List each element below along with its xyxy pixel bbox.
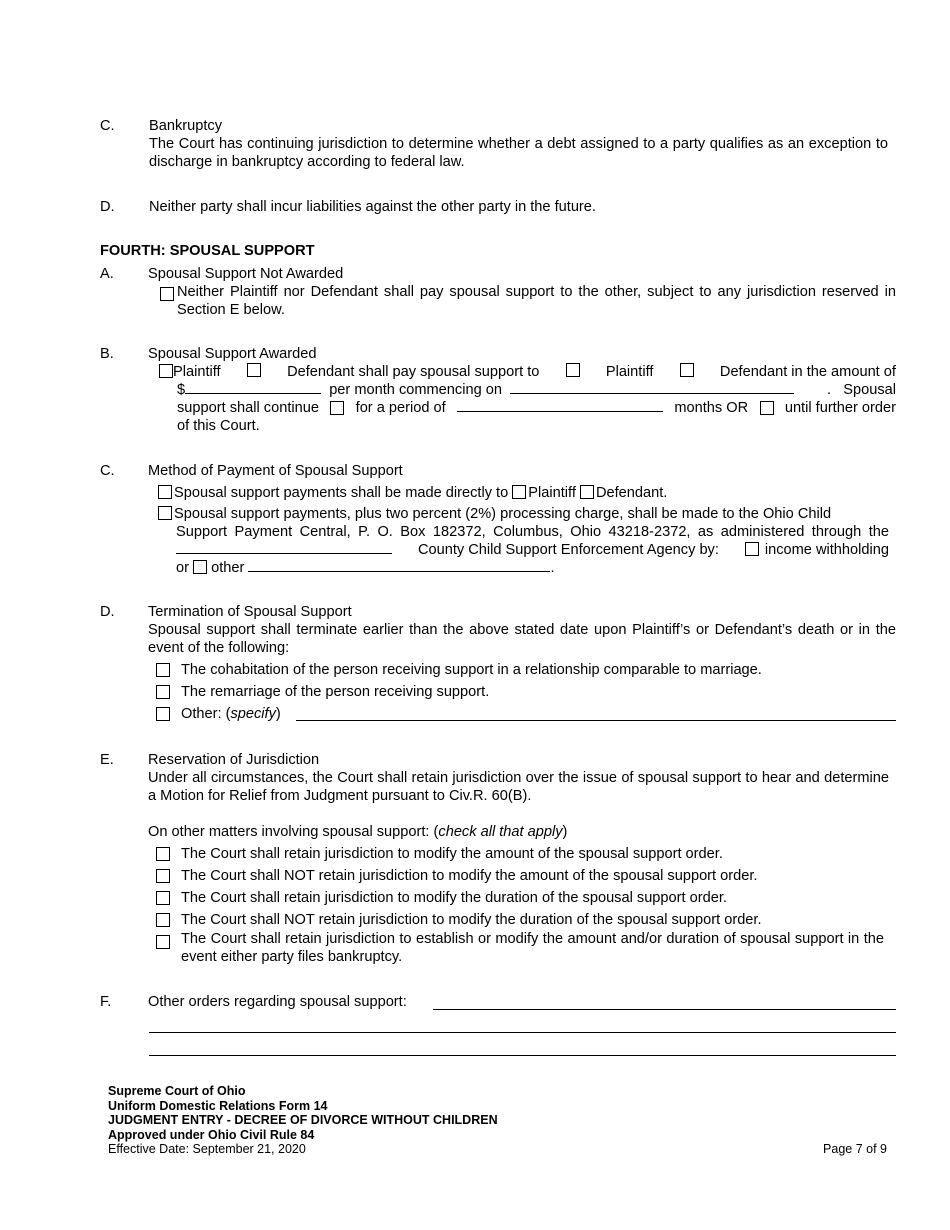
d-option-2-checkbox[interactable] (156, 685, 170, 699)
section-d-body: Neither party shall incur liabilities against the other party in the future. (149, 199, 596, 215)
b-title: Spousal Support Awarded (148, 346, 317, 362)
e-option-1-checkbox[interactable] (156, 847, 170, 861)
c-direct-defendant-checkbox[interactable] (580, 485, 594, 499)
c-income: income withholding (745, 541, 889, 559)
c-csea-row1 (158, 505, 831, 523)
c-letter: C. (100, 463, 115, 479)
b-dollar: $ (177, 382, 186, 398)
c-direct-row (158, 484, 667, 502)
c-csea-row3 (176, 541, 889, 559)
f-orders-field-1[interactable] (433, 1009, 896, 1010)
section-c-title: Bankruptcy (149, 118, 223, 134)
footer-effective-date: Effective Date: September 21, 2020 (108, 1142, 306, 1156)
e-title: Reservation of Jurisdiction (148, 752, 320, 768)
b-line2 (177, 381, 896, 399)
e-other-matters: On other matters involving spousal support: (check all that apply) (148, 824, 568, 840)
a-not-awarded-checkbox[interactable] (160, 287, 174, 301)
footer-rule: Approved under Ohio Civil Rule 84 (108, 1128, 315, 1142)
c-direct-checkbox[interactable] (158, 485, 172, 499)
d-option-3-checkbox[interactable] (156, 707, 170, 721)
c-direct-text: Spousal support payments shall be made directly to (174, 485, 509, 501)
footer-title: JUDGMENT ENTRY - DECREE OF DIVORCE WITHOUT CHILDREN (108, 1113, 498, 1127)
e-body (148, 769, 889, 805)
c-or: or (176, 560, 189, 576)
e-option-1-label: The Court shall retain jurisdiction to modify the amount of the spousal support order. (181, 846, 723, 862)
c-title: Method of Payment of Spousal Support (148, 463, 403, 479)
b-support-continue: support shall continue (177, 400, 319, 416)
b-payee-plaintiff-label: Plaintiff (605, 364, 654, 380)
e-option-3-checkbox[interactable] (156, 891, 170, 905)
e-option-2 (156, 867, 757, 885)
a-title: Spousal Support Not Awarded (148, 266, 344, 282)
c-csea-row2 (176, 523, 889, 541)
e-body-text: Under all circumstances, the Court shall retain jurisdiction over the issue of spousal support to hear and determine a Motion for Relief from Judgment pursuant to Civ.R. 60(B). (148, 770, 889, 804)
b-payee-defendant-checkbox[interactable] (680, 363, 694, 377)
b-payer-defendant-checkbox[interactable] (247, 363, 261, 377)
footer-court: Supreme Court of Ohio (108, 1084, 246, 1098)
d-option-1-label: The cohabitation of the person receiving support in a relationship comparable to marriage. (181, 662, 762, 678)
b-for-period-checkbox[interactable] (330, 401, 344, 415)
section-c-body-text: The Court has continuing jurisdiction to determine whether a debt assigned to a party qualifies as an exception to discharge in bankruptcy according to federal law. (149, 136, 888, 170)
b-commence-date-field[interactable] (510, 381, 794, 394)
b-months-or: months OR (674, 400, 749, 416)
d-option-1 (156, 661, 762, 679)
d-option-1-checkbox[interactable] (156, 663, 170, 677)
a-option-label: Neither Plaintiff nor Defendant shall pay spousal support to the other, subject to any jurisdiction reserved in Section E below. (177, 284, 896, 318)
e-option-5-checkbox[interactable] (156, 935, 170, 949)
b-payer-plaintiff: Plaintiff (159, 363, 221, 381)
b-until-further-checkbox[interactable] (760, 401, 774, 415)
section-d-letter: D. (100, 199, 115, 215)
section-heading: FOURTH: SPOUSAL SUPPORT (100, 243, 315, 259)
d-option-3-label: Other: (specify) (181, 706, 281, 722)
d-option-3 (156, 705, 281, 723)
b-line3 (177, 399, 896, 417)
b-defendant-pay-text: Defendant shall pay spousal support to (287, 364, 540, 380)
c-direct-defendant: Defendant. (595, 485, 668, 501)
c-csea-row4 (176, 559, 555, 577)
e-option-5-label: The Court shall retain jurisdiction to establish or modify the amount and/or duration of spousal support in the event either party files bankruptcy. (181, 931, 884, 965)
e-option-2-label: The Court shall NOT retain jurisdiction to modify the amount of the spousal support order. (181, 868, 758, 884)
e-option-4 (156, 911, 762, 929)
e-option-4-label: The Court shall NOT retain jurisdiction to modify the duration of the spousal support order. (181, 912, 762, 928)
e-option-3 (156, 889, 727, 907)
b-for-period: for a period of (355, 400, 446, 416)
c-direct-plaintiff: Plaintiff (528, 485, 576, 501)
c-period: . (550, 560, 555, 576)
section-c-body (149, 135, 888, 171)
c-other-field[interactable] (248, 559, 550, 572)
e-option-1 (156, 845, 723, 863)
b-payer-plaintiff-checkbox[interactable] (159, 364, 173, 378)
e-option-2-checkbox[interactable] (156, 869, 170, 883)
b-per-month: per month commencing on (329, 382, 502, 398)
c-csea-line2: Support Payment Central, P. O. Box 182372, Columbus, Ohio 43218-2372, as administered through the (176, 524, 889, 540)
d-option-2-label: The remarriage of the person receiving support. (181, 684, 490, 700)
b-letter: B. (100, 346, 114, 362)
e-letter: E. (100, 752, 114, 768)
c-county-text: County Child Support Enforcement Agency by: (417, 542, 719, 558)
b-payee-plaintiff-checkbox[interactable] (566, 363, 580, 377)
c-other: other (211, 560, 245, 576)
b-line1 (159, 363, 896, 381)
d-body (148, 621, 896, 657)
d-other-field[interactable] (296, 720, 896, 721)
b-of-court: of this Court. (177, 418, 260, 434)
b-until-further: until further order (784, 400, 896, 416)
b-months-field[interactable] (457, 399, 663, 412)
a-letter: A. (100, 266, 114, 282)
c-direct-plaintiff-checkbox[interactable] (512, 485, 526, 499)
e-option-3-label: The Court shall retain jurisdiction to modify the duration of the spousal support order. (181, 890, 727, 906)
footer-form: Uniform Domestic Relations Form 14 (108, 1099, 328, 1113)
a-option-text (177, 283, 896, 319)
c-other-checkbox[interactable] (193, 560, 207, 574)
d-option-2 (156, 683, 489, 701)
d-letter: D. (100, 604, 115, 620)
f-title: Other orders regarding spousal support: (148, 994, 407, 1010)
c-csea-line1: Spousal support payments, plus two percent (2%) processing charge, shall be made to the Ohio Child (174, 506, 832, 522)
c-county-field[interactable] (176, 541, 392, 554)
f-letter: F. (100, 994, 112, 1010)
footer-page-number: Page 7 of 9 (823, 1142, 887, 1156)
f-orders-field-2[interactable] (149, 1032, 896, 1033)
section-c-letter: C. (100, 118, 115, 134)
f-orders-field-3[interactable] (149, 1055, 896, 1056)
b-amount-text: Defendant in the amount of (719, 364, 896, 380)
c-income-checkbox[interactable] (745, 542, 759, 556)
d-body-text: Spousal support shall terminate earlier than the above stated date upon Plaintiff’s or Defendant’s death or in the event of the following: (148, 622, 896, 656)
c-csea-checkbox[interactable] (158, 506, 172, 520)
b-amount-field[interactable] (185, 381, 321, 394)
e-option-4-checkbox[interactable] (156, 913, 170, 927)
b-spousal: . Spousal (827, 382, 896, 398)
d-title: Termination of Spousal Support (148, 604, 352, 620)
e-option-5 (156, 930, 884, 966)
